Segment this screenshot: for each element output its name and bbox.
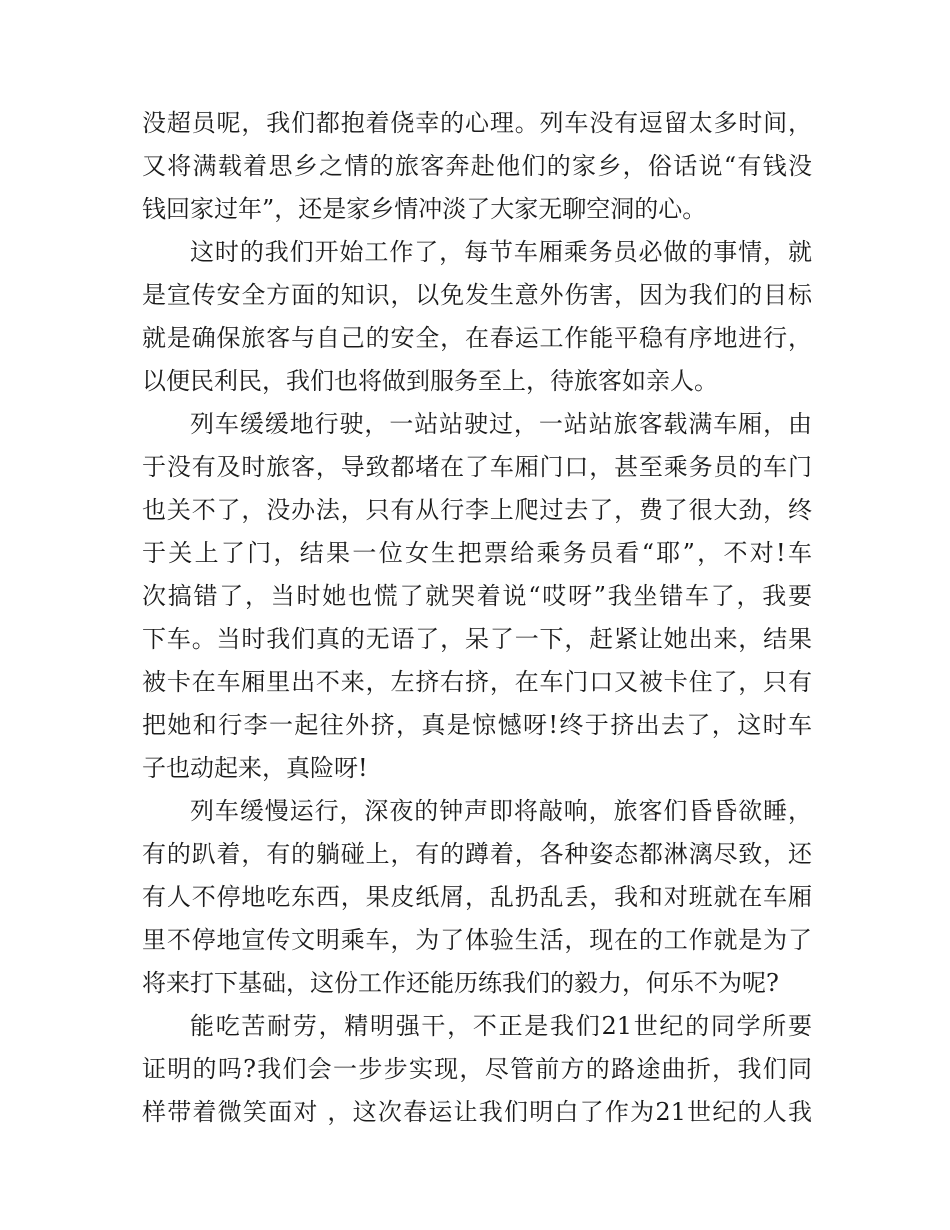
- paragraph: [142, 403, 812, 790]
- text-line: 被卡在车厢里出不来，左挤右挤，在车门口又被卡住了，只有: [142, 668, 812, 696]
- text-line: 就是确保旅客与自己的安全，在春运工作能平稳有序地进行，: [142, 324, 812, 352]
- document-body: [142, 102, 812, 1134]
- text-line: 子也动起来，真险呀!: [142, 754, 368, 782]
- text-line: 也关不了，没办法，只有从行李上爬过去了，费了很大劲，终: [142, 496, 812, 524]
- text-line: 证明的吗?我们会一步步实现，尽管前方的路途曲折，我们同: [142, 1055, 812, 1083]
- text-line: 这时的我们开始工作了，每节车厢乘务员必做的事情，就: [190, 238, 812, 266]
- paragraph: [142, 790, 812, 1005]
- text-line: 将来打下基础，这份工作还能历练我们的毅力，何乐不为呢?: [142, 969, 779, 997]
- paragraph: [142, 231, 812, 403]
- text-line: 下车。当时我们真的无语了，呆了一下，赶紧让她出来，结果: [142, 625, 812, 653]
- text-line: 没超员呢，我们都抱着侥幸的心理。列车没有逗留太多时间，: [142, 109, 812, 137]
- text-line: 里不停地宣传文明乘车，为了体验生活，现在的工作就是为了: [142, 926, 812, 954]
- text-line: 能吃苦耐劳，精明强干，不正是我们21世纪的同学所要: [190, 1012, 812, 1040]
- text-line: 又将满载着思乡之情的旅客奔赴他们的家乡，俗话说“有钱没: [142, 152, 812, 180]
- text-line: 于没有及时旅客，导致都堵在了车厢门口，甚至乘务员的车门: [142, 453, 812, 481]
- text-line: 有人不停地吃东西，果皮纸屑，乱扔乱丢，我和对班就在车厢: [142, 883, 812, 911]
- text-line: 把她和行李一起往外挤，真是惊憾呀!终于挤出去了，这时车: [142, 711, 812, 739]
- text-line: 次搞错了，当时她也慌了就哭着说“哎呀”我坐错车了，我要: [142, 582, 812, 610]
- paragraph: [142, 102, 812, 231]
- text-line: 样带着微笑面对 ，这次春运让我们明白了作为21世纪的人我: [142, 1098, 812, 1126]
- text-line: 列车缓慢运行，深夜的钟声即将敲响，旅客们昏昏欲睡，: [190, 797, 812, 825]
- text-line: 列车缓缓地行驶，一站站驶过，一站站旅客载满车厢，由: [190, 410, 812, 438]
- text-line: 钱回家过年”，还是家乡情冲淡了大家无聊空洞的心。: [142, 195, 707, 223]
- text-line: 有的趴着，有的躺碰上，有的蹲着，各种姿态都淋漓尽致，还: [142, 840, 812, 868]
- paragraph: [142, 1005, 812, 1134]
- text-line: 是宣传安全方面的知识，以免发生意外伤害，因为我们的目标: [142, 281, 812, 309]
- text-line: 以便民利民，我们也将做到服务至上，待旅客如亲人。: [142, 367, 718, 395]
- text-line: 于关上了门，结果一位女生把票给乘务员看“耶”，不对!车: [142, 539, 812, 567]
